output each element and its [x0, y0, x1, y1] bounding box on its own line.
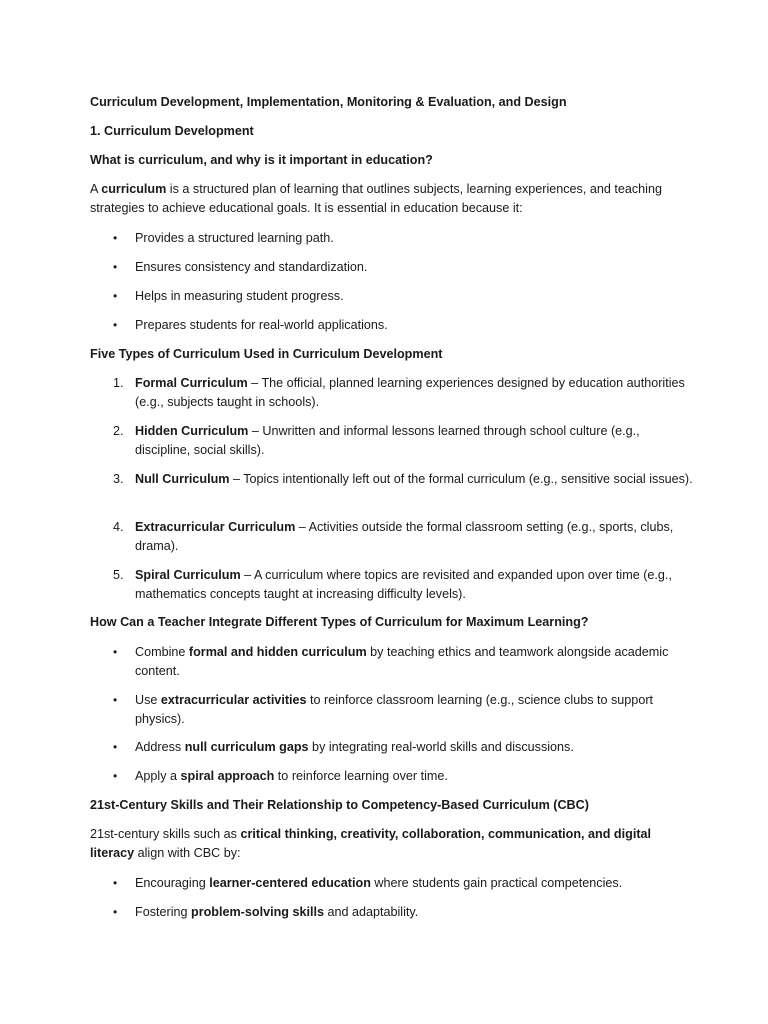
text-run: Use	[135, 693, 161, 707]
integrate-heading: How Can a Teacher Integrate Different Types of Curriculum for Maximum Learning?	[90, 615, 589, 629]
text-run: to reinforce classroom learning (e.g., science clubs to support physics).	[135, 693, 654, 726]
text-run: Combine	[135, 645, 189, 659]
document-title: Curriculum Development, Implementation, Monitoring & Evaluation, and Design	[90, 95, 567, 109]
text-run: Apply a	[135, 769, 181, 783]
numbered-item-text	[135, 518, 695, 556]
text-run: and adaptability.	[323, 905, 419, 919]
numbered-item-text	[135, 470, 695, 489]
bullet-icon: •	[113, 645, 118, 659]
text-run: Encouraging	[135, 876, 210, 890]
bullet-icon: •	[113, 693, 118, 707]
numbered-item-text	[135, 566, 695, 604]
item-number: 5.	[113, 568, 124, 582]
numbered-item-text	[135, 422, 695, 460]
list-item-text: Helps in measuring student progress.	[135, 289, 344, 303]
skills-heading: 21st-Century Skills and Their Relationship to Competency-Based Curriculum (CBC)	[90, 798, 589, 812]
text-run: Address	[135, 740, 185, 754]
type-desc: – Topics intentionally left out of the formal curriculum (e.g., sensitive social issues).	[229, 472, 693, 486]
bullet-icon: •	[113, 876, 118, 890]
bullet-icon: •	[113, 231, 118, 245]
bullet-icon: •	[113, 905, 118, 919]
type-desc: – A curriculum where topics are revisited and expanded upon over time (e.g., mathematics concepts taught at increasing difficulty levels).	[135, 568, 672, 601]
text-run: by integrating real-world skills and discussions.	[308, 740, 574, 754]
text-run: Fostering	[135, 905, 191, 919]
type-desc: – Activities outside the formal classroom setting (e.g., sports, clubs, drama).	[135, 520, 674, 553]
text-run-bold: learner-centered education	[209, 876, 371, 890]
bullet-icon: •	[113, 740, 118, 754]
type-name: Null Curriculum	[135, 472, 230, 486]
type-name: Spiral Curriculum	[135, 568, 241, 582]
item-number: 3.	[113, 472, 124, 486]
intro-pre: A	[90, 182, 102, 196]
text-run: 21st-century skills such as	[90, 827, 241, 841]
text-run: align with CBC by:	[134, 846, 241, 860]
intro-paragraph	[90, 180, 680, 218]
text-run-bold: problem-solving skills	[191, 905, 324, 919]
types-heading: Five Types of Curriculum Used in Curriculum Development	[90, 347, 443, 361]
list-item-text	[135, 643, 695, 681]
list-item-text	[135, 691, 695, 729]
skills-paragraph	[90, 825, 690, 863]
item-number: 2.	[113, 424, 124, 438]
type-name: Extracurricular Curriculum	[135, 520, 296, 534]
bullet-icon: •	[113, 318, 118, 332]
text-run-bold: critical thinking, creativity, collaboration, communication, and digital literacy	[90, 827, 652, 860]
bullet-icon: •	[113, 769, 118, 783]
list-item-text	[135, 738, 695, 757]
text-run-bold: extracurricular activities	[160, 693, 307, 707]
intro-bold: curriculum	[101, 182, 167, 196]
type-desc: – Unwritten and informal lessons learned through school culture (e.g., discipline, social skills).	[135, 424, 640, 457]
type-name: Hidden Curriculum	[135, 424, 249, 438]
text-run-bold: spiral approach	[180, 769, 275, 783]
section-heading: 1. Curriculum Development	[90, 124, 254, 138]
bullet-icon: •	[113, 289, 118, 303]
question-heading: What is curriculum, and why is it important in education?	[90, 153, 433, 167]
text-run-bold: null curriculum gaps	[184, 740, 309, 754]
item-number: 4.	[113, 520, 124, 534]
text-run: where students gain practical competencies.	[370, 876, 623, 890]
text-run-bold: formal and hidden curriculum	[188, 645, 367, 659]
list-item-text	[135, 767, 695, 786]
list-item-text: Provides a structured learning path.	[135, 231, 334, 245]
list-item-text	[135, 874, 695, 893]
list-item-text	[135, 903, 695, 922]
type-desc: – The official, planned learning experiences designed by education authorities (e.g., subjects taught in schools).	[135, 376, 685, 409]
type-name: Formal Curriculum	[135, 376, 248, 390]
text-run: by teaching ethics and teamwork alongside academic content.	[135, 645, 669, 678]
bullet-icon: •	[113, 260, 118, 274]
text-run: to reinforce learning over time.	[274, 769, 448, 783]
item-number: 1.	[113, 376, 124, 390]
numbered-item-text	[135, 374, 695, 412]
list-item-text: Ensures consistency and standardization.	[135, 260, 368, 274]
list-item-text: Prepares students for real-world applications.	[135, 318, 388, 332]
intro-post: is a structured plan of learning that outlines subjects, learning experiences, and teaching strategies to achieve educational goals. It is essential in education because it:	[90, 182, 662, 215]
